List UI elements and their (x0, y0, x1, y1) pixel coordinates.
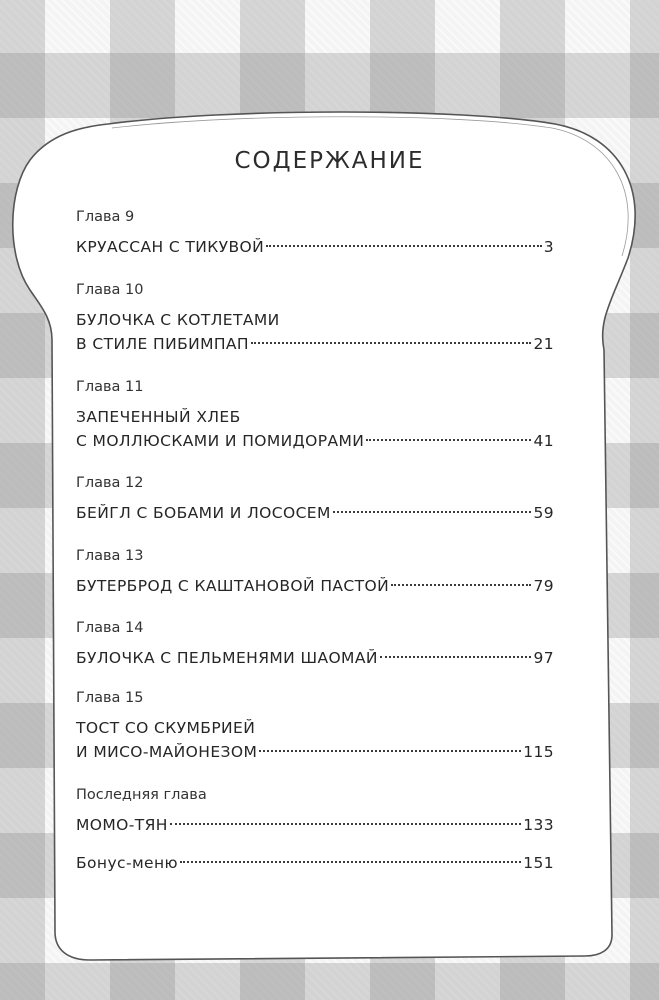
entry-title-row (76, 813, 554, 837)
entry-title-line: БУТЕРБРОД С КАШТАНОВОЙ ПАСТОЙ (76, 577, 390, 595)
toc-entry (76, 851, 554, 875)
dot-leader (170, 823, 521, 825)
page-number: 79 (533, 577, 554, 595)
dot-leader (251, 342, 531, 344)
chapter-label: Глава 10 (76, 282, 144, 298)
entry-title-line: БЕЙГЛ С БОБАМИ И ЛОСОСЕМ (76, 504, 331, 522)
toc-entry (76, 688, 554, 764)
dot-leader (366, 439, 531, 441)
page-number: 133 (523, 816, 554, 834)
entry-title-row (76, 740, 554, 764)
chapter-label: Глава 15 (76, 690, 144, 706)
page-number: 41 (533, 432, 554, 450)
entry-title-line: БУЛОЧКА С КОТЛЕТАМИ (76, 311, 280, 329)
toc-entry (76, 207, 554, 259)
entry-title-row (76, 429, 554, 453)
toc-entry (76, 546, 554, 598)
dot-leader (266, 245, 542, 247)
entry-title-line: МОМО-ТЯН (76, 816, 168, 834)
page-number: 3 (543, 238, 554, 256)
toc-entry (76, 618, 554, 670)
dot-leader (333, 511, 532, 513)
toc-entry (76, 280, 554, 356)
page-number: 151 (523, 854, 554, 872)
entry-title-row (76, 646, 554, 670)
entry-title-line: ТОСТ СО СКУМБРИЕЙ (76, 719, 256, 737)
entry-title-line: С МОЛЛЮСКАМИ И ПОМИДОРАМИ (76, 432, 365, 450)
toc-entry (76, 473, 554, 525)
entry-title-line: БУЛОЧКА С ПЕЛЬМЕНЯМИ ШАОМАЙ (76, 649, 378, 667)
page-number: 21 (533, 335, 554, 353)
page-title: СОДЕРЖАНИЕ (234, 148, 425, 174)
dot-leader (380, 656, 532, 658)
toc-entry (76, 377, 554, 453)
dot-leader (391, 584, 531, 586)
page-number: 97 (533, 649, 554, 667)
entry-title-line: В СТИЛЕ ПИБИМПАП (76, 335, 249, 353)
entry-title-line: ЗАПЕЧЕННЫЙ ХЛЕБ (76, 408, 241, 426)
entry-title-row (76, 501, 554, 525)
chapter-label: Глава 11 (76, 379, 144, 395)
chapter-label: Глава 12 (76, 475, 144, 491)
entry-title-line: КРУАССАН С ТИКУВОЙ (76, 238, 265, 256)
dot-leader (259, 750, 521, 752)
entry-title-row (76, 332, 554, 356)
page-number: 59 (533, 504, 554, 522)
entry-title-line: И МИСО-МАЙОНЕЗОМ (76, 743, 258, 761)
toc-entry (76, 785, 554, 837)
entry-title-line: Бонус-меню (76, 854, 178, 872)
dot-leader (180, 861, 521, 863)
chapter-label: Глава 9 (76, 209, 135, 225)
entry-title-row (76, 574, 554, 598)
entry-title-row (76, 235, 554, 259)
chapter-label: Последняя глава (76, 787, 207, 803)
page-number: 115 (523, 743, 554, 761)
chapter-label: Глава 14 (76, 620, 144, 636)
chapter-label: Глава 13 (76, 548, 144, 564)
entry-title-row (76, 851, 554, 875)
